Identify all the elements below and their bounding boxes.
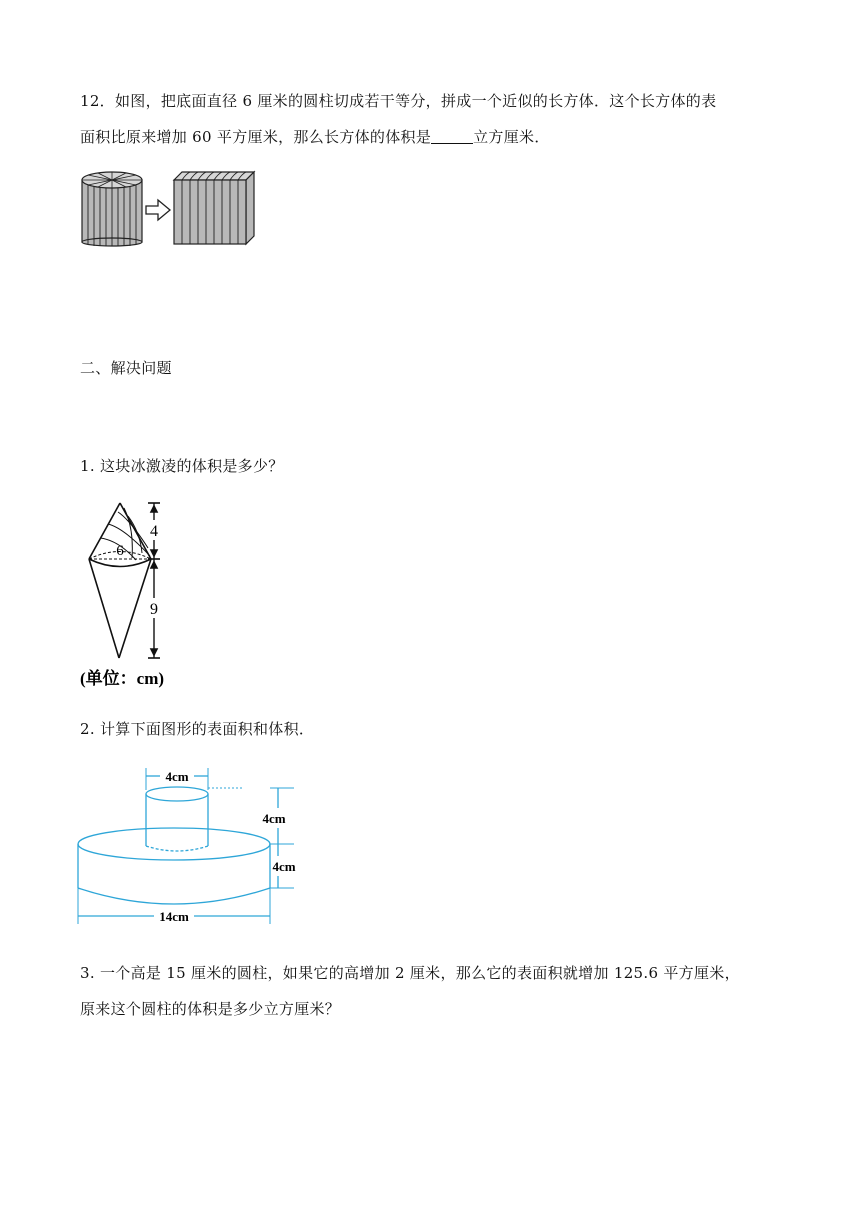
- cylinder-to-cuboid-figure: [78, 166, 260, 250]
- ice-cream-figure: [78, 498, 188, 693]
- q12-line2: [80, 126, 550, 147]
- problem-3-line1: 3. 一个高是 15 厘米的圆柱，如果它的高增加 2 厘米，那么它的表面积就增加 125.6 平方厘米，: [80, 964, 740, 982]
- top-height-label: 4cm: [262, 811, 286, 826]
- q12-line2-after: 立方厘米．: [473, 128, 550, 146]
- section-title: 二、解决问题: [80, 359, 172, 377]
- answer-blank[interactable]: [431, 129, 473, 144]
- bottom-height-label: 9: [150, 601, 158, 618]
- approximate-cuboid: [174, 172, 254, 244]
- q12-line2-before: 面积比原来增加 60 平方厘米，那么长方体的体积是: [80, 128, 432, 146]
- problem-3-line2: 原来这个圆柱的体积是多少立方厘米？: [80, 1000, 341, 1018]
- problem-2-text: 2. 计算下面图形的表面积和体积．: [80, 720, 315, 738]
- diameter-label: 6: [116, 543, 124, 559]
- bottom-height-label: 4cm: [272, 859, 296, 874]
- top-height-label: 4: [150, 523, 158, 540]
- sliced-cylinder: [82, 172, 142, 246]
- arrow-icon: [146, 200, 170, 220]
- problem-1-text: 1. 这块冰激凌的体积是多少？: [80, 457, 284, 475]
- q12-line1: 12．如图，把底面直径 6 厘米的圆柱切成若干等分，拼成一个近似的长方体．这个长方体的表: [80, 92, 717, 110]
- top-diameter-label: 4cm: [165, 769, 189, 784]
- stacked-cylinders-figure: [74, 762, 304, 928]
- unit-label: (单位：cm): [80, 669, 165, 688]
- bottom-diameter-label: 14cm: [159, 909, 189, 924]
